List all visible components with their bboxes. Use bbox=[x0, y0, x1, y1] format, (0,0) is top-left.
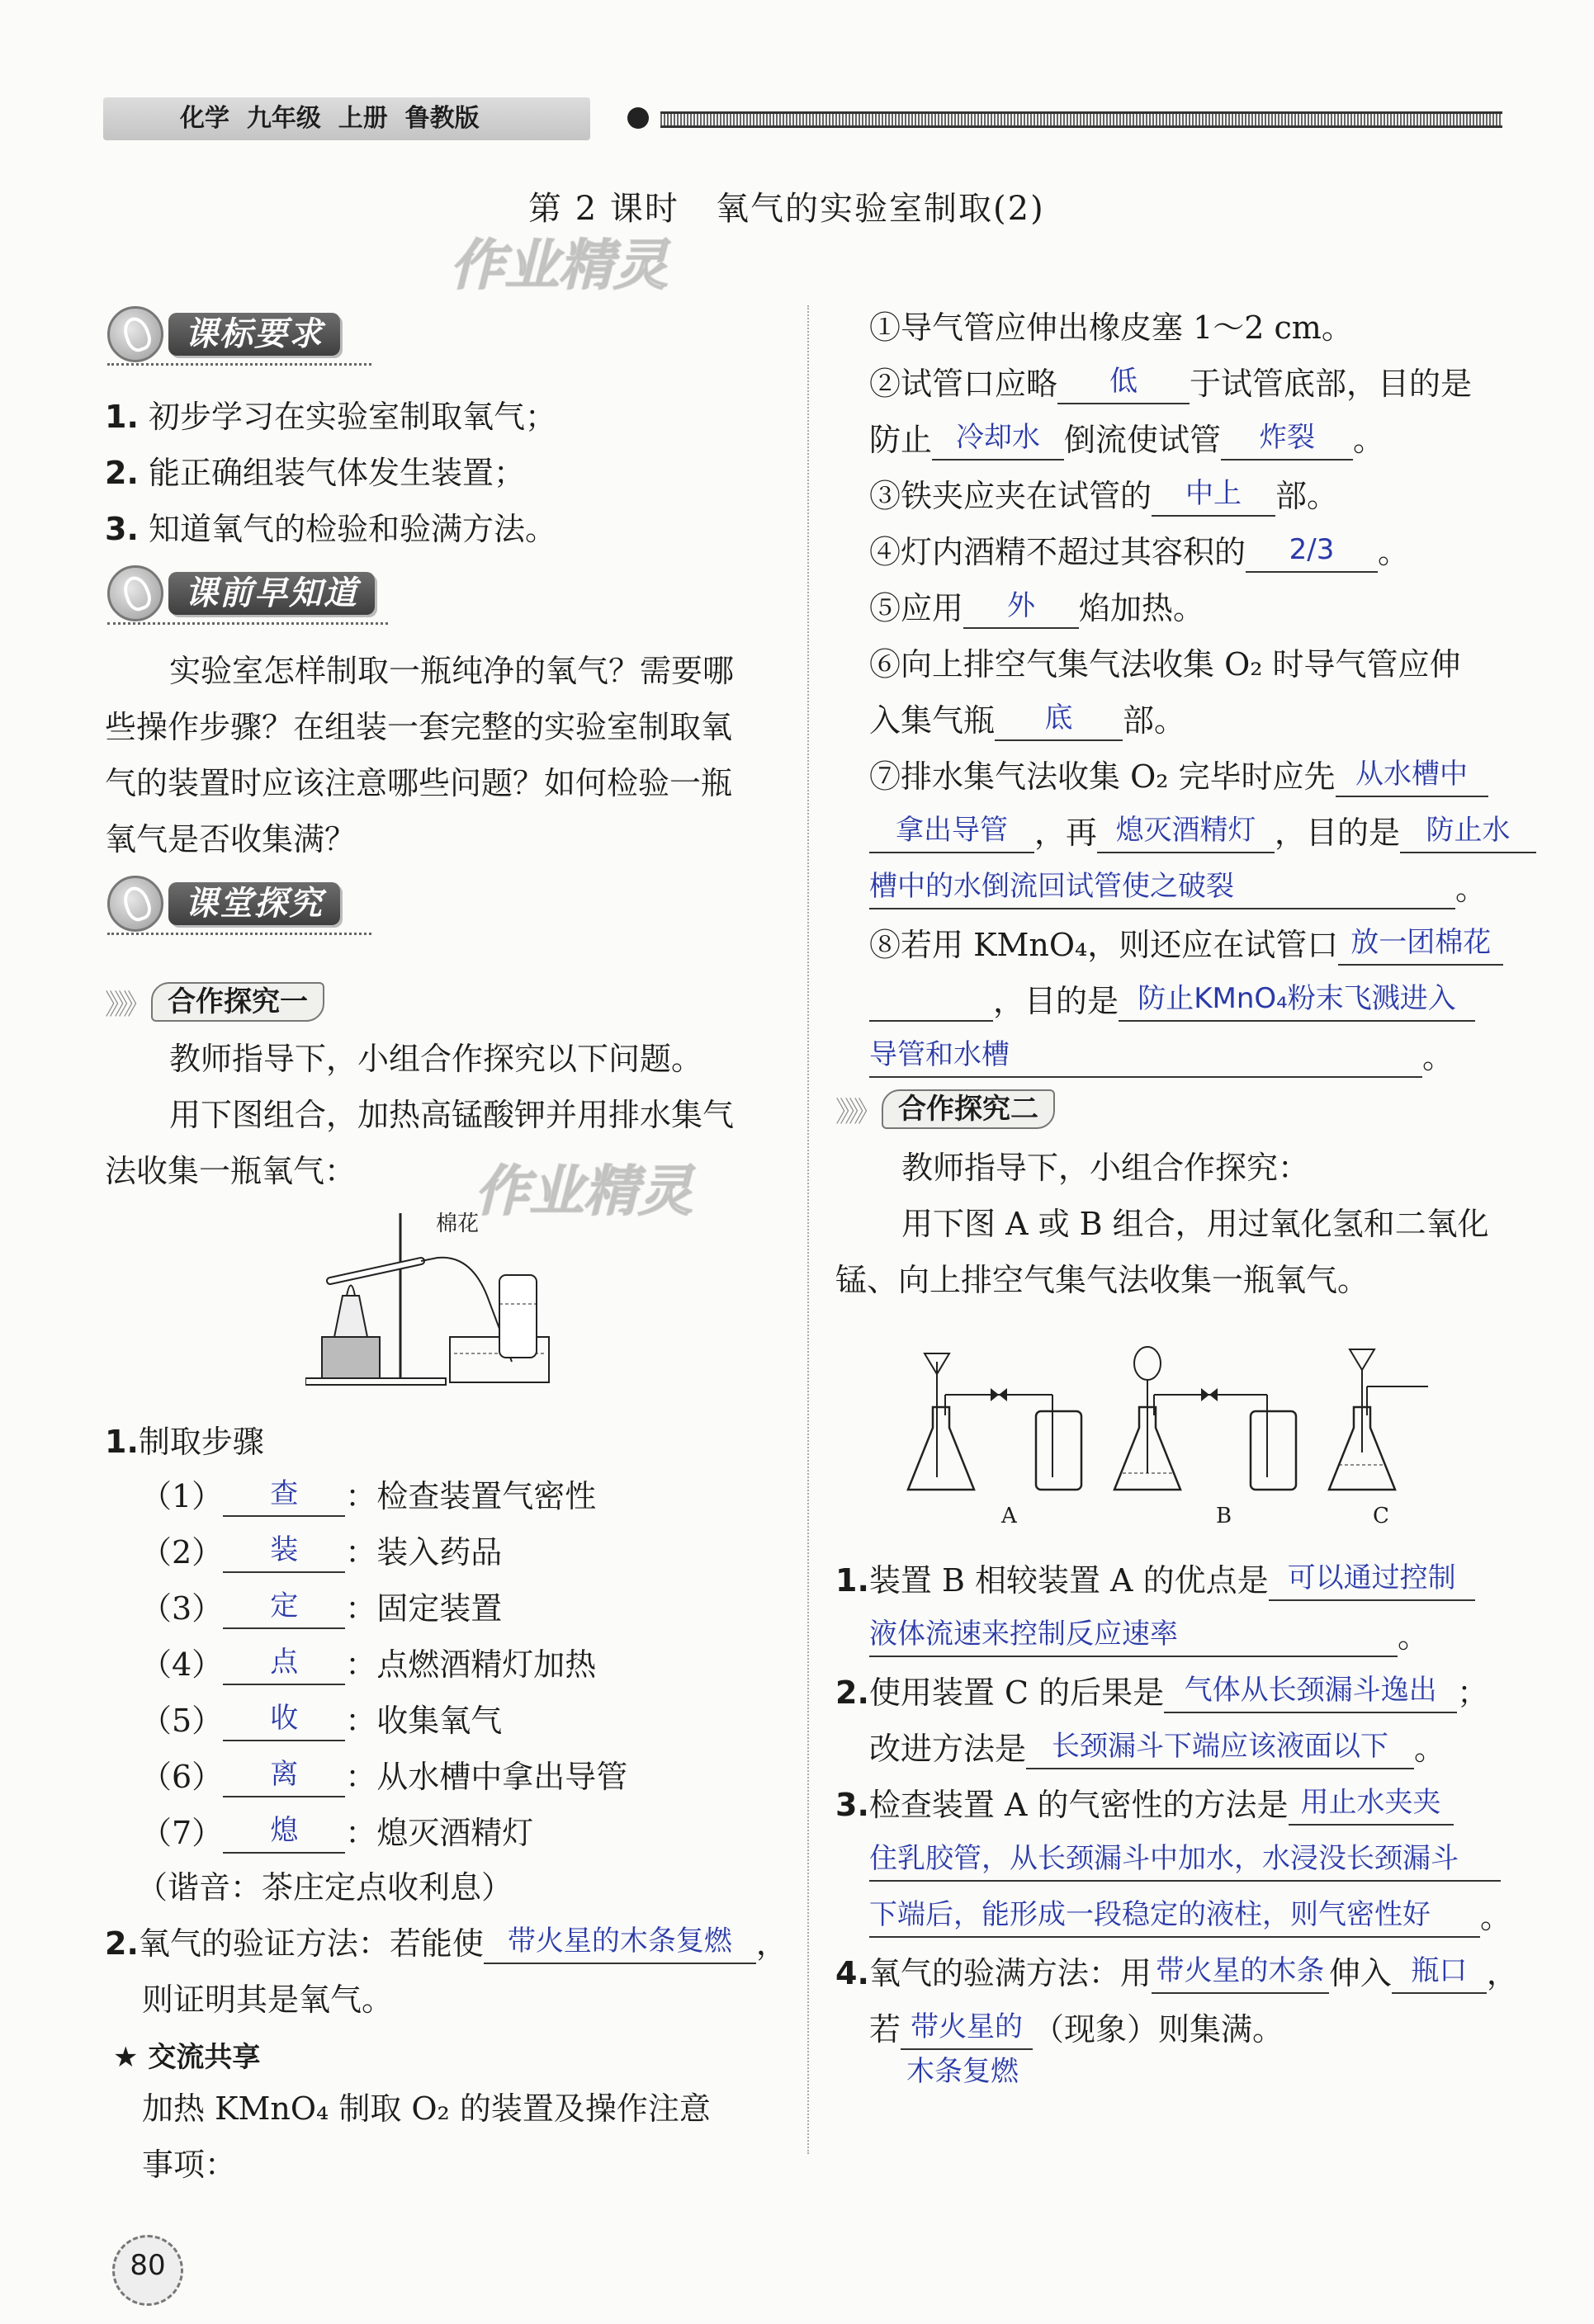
question-2-answer: 气体从长颈漏斗逸出 bbox=[1164, 1674, 1457, 1713]
page-title: 第 2 课时 氧气的实验室制取(2) bbox=[528, 190, 1045, 228]
question-3-line2 bbox=[869, 1840, 1501, 1882]
note-8-line2: ，目的是 防止KMnO₄粉末飞溅进入 bbox=[869, 980, 1475, 1022]
note-1: ①导气管应伸出橡皮塞 1～2 cm。 bbox=[869, 309, 1353, 346]
step-5-answer: 收 bbox=[223, 1702, 345, 1741]
step-3: （3） 定 ：固定装置 bbox=[140, 1588, 502, 1629]
coop1-line2b: 法收集一瓶氧气： bbox=[105, 1153, 357, 1189]
question-2-line1: 2.使用装置 C 的后果是 气体从长颈漏斗逸出 ； bbox=[835, 1672, 1488, 1713]
note-4: ④灯内酒精不超过其容积的 2/3 。 bbox=[869, 531, 1409, 573]
step-6-answer: 离 bbox=[223, 1758, 345, 1797]
abc-apparatus-figure bbox=[900, 1329, 1461, 1502]
question-4-line1: 4.氧气的验满方法：用 带火星的木条 伸入 瓶口 ， bbox=[835, 1953, 1518, 1994]
note-8-answer: 放一团棉花 bbox=[1338, 926, 1503, 966]
coop2-badge bbox=[835, 1089, 1055, 1129]
note-2-answer2: 冷却水 bbox=[932, 421, 1064, 461]
step-7: （7） 熄 ：熄灭酒精灯 bbox=[140, 1812, 533, 1854]
note-5-answer: 外 bbox=[963, 589, 1079, 629]
question-4-answer3b: 木条复燃 bbox=[906, 2055, 1019, 2088]
note-3-answer: 中上 bbox=[1152, 477, 1275, 517]
arrows-icon: 》》》 bbox=[835, 1095, 877, 1129]
curriculum-item-2: 2. 能正确组装气体发生装置； bbox=[105, 455, 525, 491]
note-7-line2: 拿出导管 ，再 熄灭酒精灯 ，目的是 防止水 bbox=[869, 812, 1536, 853]
question-3-answer: 用止水夹夹 bbox=[1289, 1786, 1454, 1826]
header-text: 化学 九年级 上册 鲁教版 bbox=[180, 104, 480, 133]
note-7-answer3: 防止水 bbox=[1400, 814, 1536, 853]
note-6-answer: 底 bbox=[995, 701, 1123, 741]
note-7-answer1: 从水槽中 bbox=[1336, 758, 1488, 797]
note-7-line3: 槽中的水倒流回试管使之破裂 。 bbox=[869, 868, 1487, 909]
step-2-answer: 装 bbox=[223, 1533, 345, 1573]
seal-icon bbox=[107, 876, 163, 932]
note-8-answer2b: 导管和水槽 bbox=[869, 1038, 1422, 1078]
verify-answer: 带火星的木条复燃 bbox=[484, 1925, 756, 1964]
note-7-answer3b: 槽中的水倒流回试管使之破裂 bbox=[869, 870, 1455, 909]
figure-label-b: B bbox=[1216, 1504, 1232, 1528]
note-2-line1: ②试管口应略 低 于试管底部，目的是 bbox=[869, 363, 1472, 404]
note-8-line3: 导管和水槽 。 bbox=[869, 1037, 1454, 1078]
mnemonic: （谐音：茶庄定点收利息） bbox=[136, 1869, 513, 1906]
coop1-badge bbox=[105, 982, 324, 1022]
share-line1: 加热 KMnO₄ 制取 O₂ 的装置及操作注意 bbox=[142, 2090, 711, 2127]
step-6: （6） 离 ：从水槽中拿出导管 bbox=[140, 1756, 627, 1797]
share-title: ★ 交流共享 bbox=[113, 2041, 261, 2074]
question-1-line2: 液体流速来控制反应速率 。 bbox=[869, 1616, 1429, 1657]
header-dot bbox=[627, 107, 649, 129]
curriculum-item-1: 1. 初步学习在实验室制取氧气； bbox=[105, 399, 556, 435]
column-divider bbox=[807, 305, 809, 2154]
coop2-label: 合作探究二 bbox=[882, 1089, 1055, 1129]
step-7-answer: 熄 bbox=[223, 1814, 345, 1854]
figure-label-c: C bbox=[1373, 1504, 1389, 1528]
question-3-line3: 下端后，能形成一段稳定的液柱，则气密性好 。 bbox=[869, 1897, 1511, 1938]
curriculum-item-3: 3. 知道氧气的检验和验满方法。 bbox=[105, 511, 556, 547]
question-1-line1: 1.装置 B 相较装置 A 的优点是 可以通过控制 bbox=[835, 1560, 1475, 1601]
note-5: ⑤应用 外 焰加热。 bbox=[869, 588, 1204, 629]
question-4-line2: 若 带火星的 （现象）则集满。 bbox=[869, 2009, 1284, 2050]
coop1-line1: 教师指导下，小组合作探究以下问题。 bbox=[169, 1041, 703, 1077]
star-icon: ★ bbox=[113, 2041, 139, 2074]
note-2-line2: 防止 冷却水 倒流使试管 炸裂 。 bbox=[869, 419, 1384, 461]
note-8-answer2: 防止KMnO₄粉末飞溅进入 bbox=[1119, 982, 1475, 1022]
question-3-answer-b: 住乳胶管，从长颈漏斗中加水，水浸没长颈漏斗 bbox=[869, 1842, 1501, 1882]
section-curriculum-dots bbox=[107, 363, 371, 366]
step-4: （4） 点 ：点燃酒精灯加热 bbox=[140, 1644, 596, 1685]
preview-line-1: 实验室怎样制取一瓶纯净的氧气？需要哪 bbox=[169, 653, 735, 689]
section-preview bbox=[107, 568, 375, 619]
note-8-line1: ⑧若用 KMnO₄，则还应在试管口 放一团棉花 bbox=[869, 924, 1503, 966]
arrows-icon: 》》》 bbox=[105, 988, 146, 1022]
coop2-line2b: 锰、向上排空气集气法收集一瓶氧气。 bbox=[835, 1262, 1369, 1298]
note-2-answer3: 炸裂 bbox=[1221, 421, 1353, 461]
coop2-line1: 教师指导下，小组合作探究： bbox=[901, 1150, 1310, 1186]
steps-title: 1.制取步骤 bbox=[105, 1424, 264, 1460]
section-curriculum-label: 课标要求 bbox=[168, 313, 340, 356]
step-3-answer: 定 bbox=[223, 1589, 345, 1629]
question-4-answer2: 瓶口 bbox=[1392, 1954, 1487, 1994]
note-3: ③铁夹应夹在试管的 中上 部。 bbox=[869, 475, 1338, 517]
question-4-answer: 带火星的木条 bbox=[1152, 1954, 1329, 1994]
step-1: （1） 查 ：检查装置气密性 bbox=[140, 1476, 596, 1517]
question-4-answer3: 带火星的 bbox=[901, 2010, 1033, 2050]
coop1-label: 合作探究一 bbox=[151, 982, 324, 1022]
section-explore-label: 课堂探究 bbox=[168, 882, 340, 925]
note-6-line2: 入集气瓶 底 部。 bbox=[869, 700, 1185, 741]
step-4-answer: 点 bbox=[223, 1646, 345, 1685]
note-4-answer: 2/3 bbox=[1246, 533, 1378, 573]
section-curriculum bbox=[107, 309, 340, 360]
step-2: （2） 装 ：装入药品 bbox=[140, 1532, 502, 1573]
coop2-line2a: 用下图 A 或 B 组合，用过氧化氢和二氧化 bbox=[901, 1206, 1489, 1242]
figure-label-a: A bbox=[1001, 1504, 1017, 1528]
seal-icon bbox=[107, 565, 163, 621]
step-5: （5） 收 ：收集氧气 bbox=[140, 1700, 502, 1741]
page-number: 80 bbox=[130, 2249, 166, 2282]
question-3-line1: 3.检查装置 A 的气密性的方法是 用止水夹夹 bbox=[835, 1784, 1454, 1826]
share-line2: 事项： bbox=[142, 2147, 237, 2183]
preview-line-4: 氧气是否收集满？ bbox=[105, 821, 357, 857]
question-2-answer2: 长颈漏斗下端应该液面以下 bbox=[1026, 1730, 1414, 1769]
note-6-line1: ⑥向上排空气集气法收集 O₂ 时导气管应伸 bbox=[869, 646, 1461, 683]
seal-icon bbox=[107, 306, 163, 362]
verify-line2: 则证明其是氧气。 bbox=[142, 1982, 394, 2018]
question-1-answer-b: 液体流速来控制反应速率 bbox=[869, 1618, 1398, 1657]
watermark: 作业精灵 bbox=[475, 1160, 693, 1223]
note-8-blank bbox=[869, 982, 993, 1022]
section-explore bbox=[107, 878, 340, 929]
verify-line: 2.氧气的验证方法：若能使 带火星的木条复燃 ， bbox=[105, 1923, 788, 1964]
note-7-line1: ⑦排水集气法收集 O₂ 完毕时应先 从水槽中 bbox=[869, 756, 1488, 797]
question-2-line2: 改进方法是 长颈漏斗下端应该液面以下 。 bbox=[869, 1728, 1445, 1769]
note-7-answer2: 熄灭酒精灯 bbox=[1097, 814, 1275, 853]
section-explore-dots bbox=[107, 933, 371, 935]
preview-line-3: 气的装置时应该注意哪些问题？如何检验一瓶 bbox=[105, 765, 733, 801]
section-preview-dots bbox=[107, 622, 388, 625]
watermark: 作业精灵 bbox=[450, 234, 668, 297]
question-3-answer-c: 下端后，能形成一段稳定的液柱，则气密性好 bbox=[869, 1898, 1480, 1938]
question-1-answer: 可以通过控制 bbox=[1269, 1561, 1475, 1601]
step-1-answer: 查 bbox=[223, 1477, 345, 1517]
note-2-answer: 低 bbox=[1057, 365, 1190, 404]
cotton-label: 棉花 bbox=[436, 1212, 480, 1236]
preview-line-2: 些操作步骤？在组装一套完整的实验室制取氧 bbox=[105, 709, 733, 745]
note-7-answer1b: 拿出导管 bbox=[869, 814, 1034, 853]
header-rule bbox=[660, 111, 1502, 128]
coop1-line2a: 用下图组合，加热高锰酸钾并用排水集气 bbox=[169, 1097, 735, 1133]
section-preview-label: 课前早知道 bbox=[168, 572, 375, 615]
